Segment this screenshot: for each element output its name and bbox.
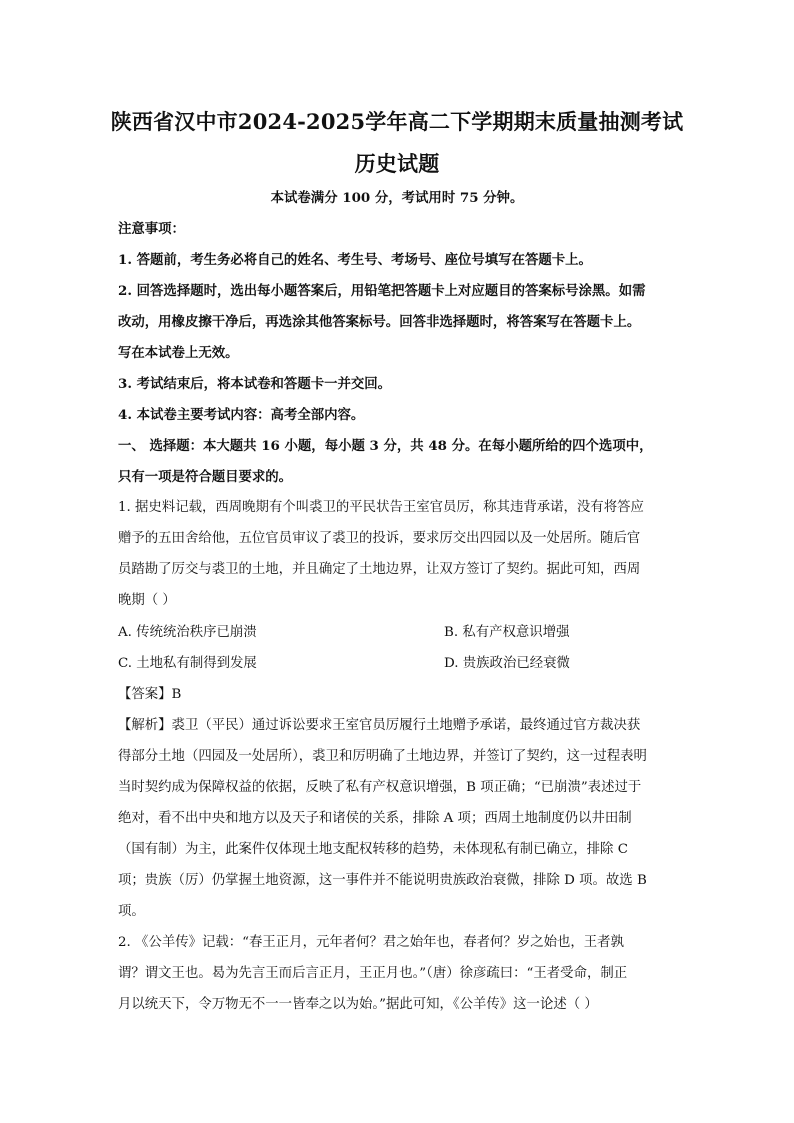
question-1-text: 1. 据史料记载，西周晚期有个叫裘卫的平民状告王室官员厉，称其违背承诺，没有将答应: [118, 500, 644, 515]
answer-label: 【答案】B: [118, 687, 182, 702]
notice-item: 3. 考试结束后，将本试卷和答题卡一并交回。: [118, 376, 392, 392]
notice-item: 写在本试卷上无效。: [118, 345, 239, 361]
notice-heading: 注意事项：: [118, 221, 185, 237]
section-heading-cont: 只有一项是符合题目要求的。: [118, 469, 293, 485]
question-1-text: 晚期（ ）: [118, 593, 176, 608]
question-2-text: 2. 《公羊传》记载：“春王正月，元年者何？君之始年也，春者何？岁之始也，王者孰: [118, 935, 624, 950]
document-subtitle: 历史试题: [354, 151, 440, 176]
question-1-text: 赠予的五田舍给他，五位官员审议了裘卫的投诉，要求厉交出四园以及一处居所。随后官: [118, 531, 641, 546]
question-1-text: 员踏勘了厉交与裘卫的土地，并且确定了土地边界，让双方签订了契约。据此可知，西周: [118, 562, 641, 577]
analysis-text: 当时契约成为保障权益的依据，反映了私有产权意识增强，B 项正确；“已崩溃”表述过于: [118, 780, 642, 795]
option-c: C. 土地私有制得到发展: [118, 656, 257, 671]
question-2-text: 谓？谓文王也。曷为先言王而后言正月，王正月也。”（唐）徐彦疏曰：“王者受命，制正: [118, 966, 628, 981]
notice-item: 1. 答题前，考生务必将自己的姓名、考生号、考场号、座位号填写在答题卡上。: [118, 252, 592, 268]
section-heading: 一、 选择题：本大题共 16 小题，每小题 3 分，共 48 分。在每小题所给的四个选项中，: [118, 438, 653, 454]
notice-item: 改动，用橡皮擦干净后，再选涂其他答案标号。回答非选择题时，将答案写在答题卡上。: [118, 314, 641, 330]
analysis-text: 项；贵族（厉）仍掌握土地资源，这一事件并不能说明贵族政治衰微，排除 D 项。故选 B: [118, 873, 647, 888]
analysis-text: 绝对，看不出中央和地方以及天子和诸侯的关系，排除 A 项；西周土地制度仍以井田制: [118, 811, 632, 826]
option-d: D. 贵族政治已经衰微: [444, 656, 570, 671]
exam-info: 本试卷满分 100 分，考试用时 75 分钟。: [270, 190, 524, 206]
notice-item: 4. 本试卷主要考试内容：高考全部内容。: [118, 407, 365, 423]
question-2-text: 月以统天下，令万物无不一一皆奉之以为始。”据此可知，《公羊传》这一论述（ ）: [118, 997, 598, 1012]
analysis-text: （国有制）为主，此案件仅体现土地支配权转移的趋势，未体现私有制已确立，排除 C: [118, 842, 628, 857]
notice-item: 2. 回答选择题时，选出每小题答案后，用铅笔把答题卡上对应题目的答案标号涂黑。如需: [118, 283, 646, 299]
analysis-text: 【解析】裘卫（平民）通过诉讼要求王室官员厉履行土地赠予承诺，最终通过官方裁决获: [118, 718, 641, 733]
option-b: B. 私有产权意识增强: [444, 625, 570, 640]
analysis-text: 项。: [118, 904, 145, 919]
document-title: 陕西省汉中市2024-2025学年高二下学期期末质量抽测考试: [110, 109, 684, 134]
analysis-text: 得部分土地（四园及一处居所），裘卫和厉明确了土地边界，并签订了契约，这一过程表明: [118, 749, 647, 764]
option-a: A. 传统统治秩序已崩溃: [118, 625, 257, 640]
